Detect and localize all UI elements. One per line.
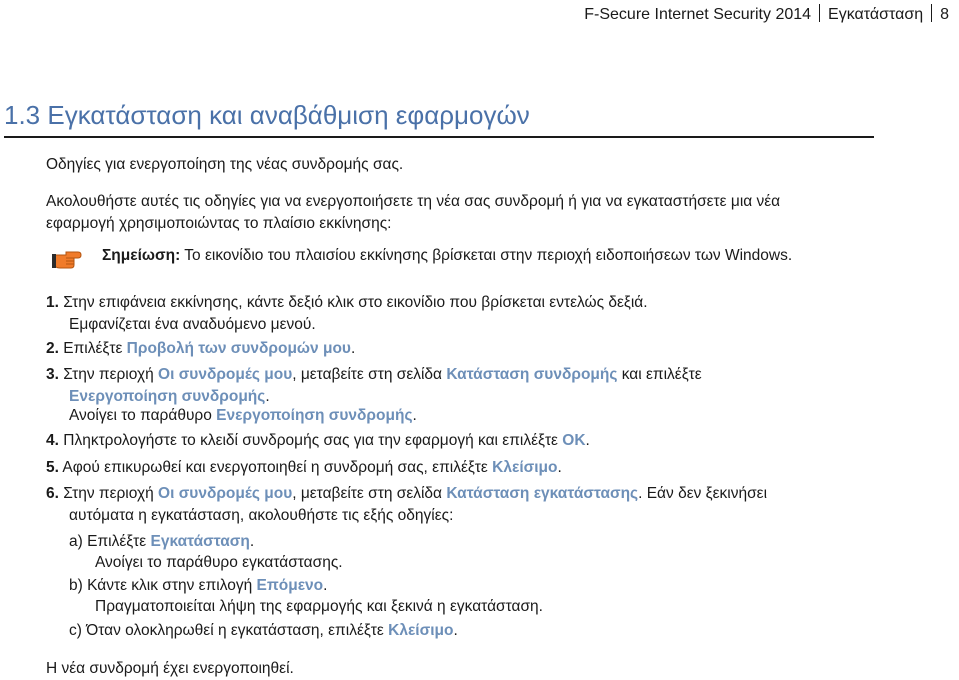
step-2 [46,340,355,358]
title-rule [4,136,874,138]
header-divider [931,4,932,22]
step-3 [46,366,702,384]
step-text: , μεταβείτε στη σελίδα [292,485,447,502]
step-4 [46,432,590,450]
ui-term-link: Οι συνδρομές μου [158,366,293,383]
punct: . [350,340,356,357]
ui-term-link: Κλείσιμο [492,459,558,476]
step-number: 2. [46,340,59,357]
header-product: F-Secure Internet Security 2014 [584,6,812,23]
running-header [584,4,949,24]
pointing-hand-icon [52,247,82,269]
note [102,247,792,265]
ui-term-link: Επόμενο [256,577,324,594]
para1-line1: Ακολουθήστε αυτές τις οδηγίες για να ενεργοποιήσετε τη νέα σας συνδρομή ή για να εγκαταστήσετε μια νέα [46,193,781,210]
page-number: 8 [940,6,949,23]
ui-term-link: Ενεργοποίηση συνδρομής [216,407,413,424]
step-1-line2: Εμφανίζεται ένα αναδυόμενο μενού. [69,316,316,333]
punct: . [412,407,417,424]
para1-line2: εφαρμογή χρησιμοποιώντας το πλαίσιο εκκίνησης: [46,215,392,232]
step-text: Επιλέξτε [63,340,127,357]
step-text: Στην περιοχή [63,366,159,383]
closing-text: Η νέα συνδρομή έχει ενεργοποιηθεί. [46,660,294,677]
header-section: Εγκατάσταση [828,6,924,23]
ui-term-link: Κατάσταση εγκατάστασης [446,485,639,502]
substep-label: b) [69,577,83,594]
substep-a-line2: Ανοίγει το παράθυρο εγκατάστασης. [95,554,343,571]
punct: . [323,577,328,594]
step-number: 4. [46,432,59,449]
note-text: Το εικονίδιο του πλαισίου εκκίνησης βρίσκεται στην περιοχή ειδοποιήσεων των Windows. [184,247,793,264]
punct: . [585,432,590,449]
step-number: 3. [46,366,59,383]
step-text: , μεταβείτε στη σελίδα [292,366,447,383]
step-6-line2: αυτόματα η εγκατάσταση, ακολουθήστε τις εξής οδηγίες: [69,507,454,524]
ui-term-link: Προβολή των συνδρομών μου [126,340,351,357]
ui-term-link: Οι συνδρομές μου [158,485,293,502]
step-text: Κάντε κλικ στην επιλογή [87,577,257,594]
step-6 [46,485,767,503]
ui-term-link: Ενεργοποίηση συνδρομής [69,388,266,405]
intro-text: Οδηγίες για ενεργοποίηση της νέας συνδρομής σας. [46,156,404,173]
step-1 [46,294,648,312]
step-text: Επιλέξτε [87,533,151,550]
step-text: Στην περιοχή [63,485,159,502]
punct: . [453,622,458,639]
step-5 [46,459,562,477]
ui-term-link: OK [562,432,586,449]
ui-term-link: Κλείσιμο [388,622,454,639]
ui-term-link: Κατάσταση συνδρομής [446,366,618,383]
substep-c [69,622,458,640]
substep-a [69,533,254,551]
step-text: . Εάν δεν ξεκινήσει [638,485,768,502]
step-number: 5. [46,459,59,476]
punct: . [249,533,255,550]
step-text: Αφού επικυρωθεί και ενεργοποιηθεί η συνδρομή σας, επιλέξτε [62,459,493,476]
section-title: 1.3 Εγκατάσταση και αναβάθμιση εφαρμογών [4,100,530,130]
punct: . [557,459,562,476]
header-divider [819,4,820,22]
step-text: και επιλέξτε [617,366,702,383]
ui-term-link: Εγκατάσταση [150,533,250,550]
punct: . [265,388,270,405]
step-text: Στην επιφάνεια εκκίνησης, κάντε δεξιό κλικ στο εικονίδιο που βρίσκεται εντελώς δεξιά. [63,294,648,311]
step-3-line2 [69,388,270,406]
step-3-line3 [69,407,417,425]
step-text: Όταν ολοκληρωθεί η εγκατάσταση, επιλέξτε [86,622,389,639]
note-label: Σημείωση: [102,247,181,264]
step-number: 6. [46,485,59,502]
step-text: Πληκτρολογήστε το κλειδί συνδρομής σας για την εφαρμογή και επιλέξτε [63,432,563,449]
substep-label: c) [69,622,82,639]
substep-label: a) [69,533,83,550]
step-number: 1. [46,294,59,311]
step-text: Ανοίγει το παράθυρο [69,407,217,424]
substep-b-line2: Πραγματοποιείται λήψη της εφαρμογής και ξεκινά η εγκατάσταση. [95,598,543,615]
substep-b [69,577,327,595]
